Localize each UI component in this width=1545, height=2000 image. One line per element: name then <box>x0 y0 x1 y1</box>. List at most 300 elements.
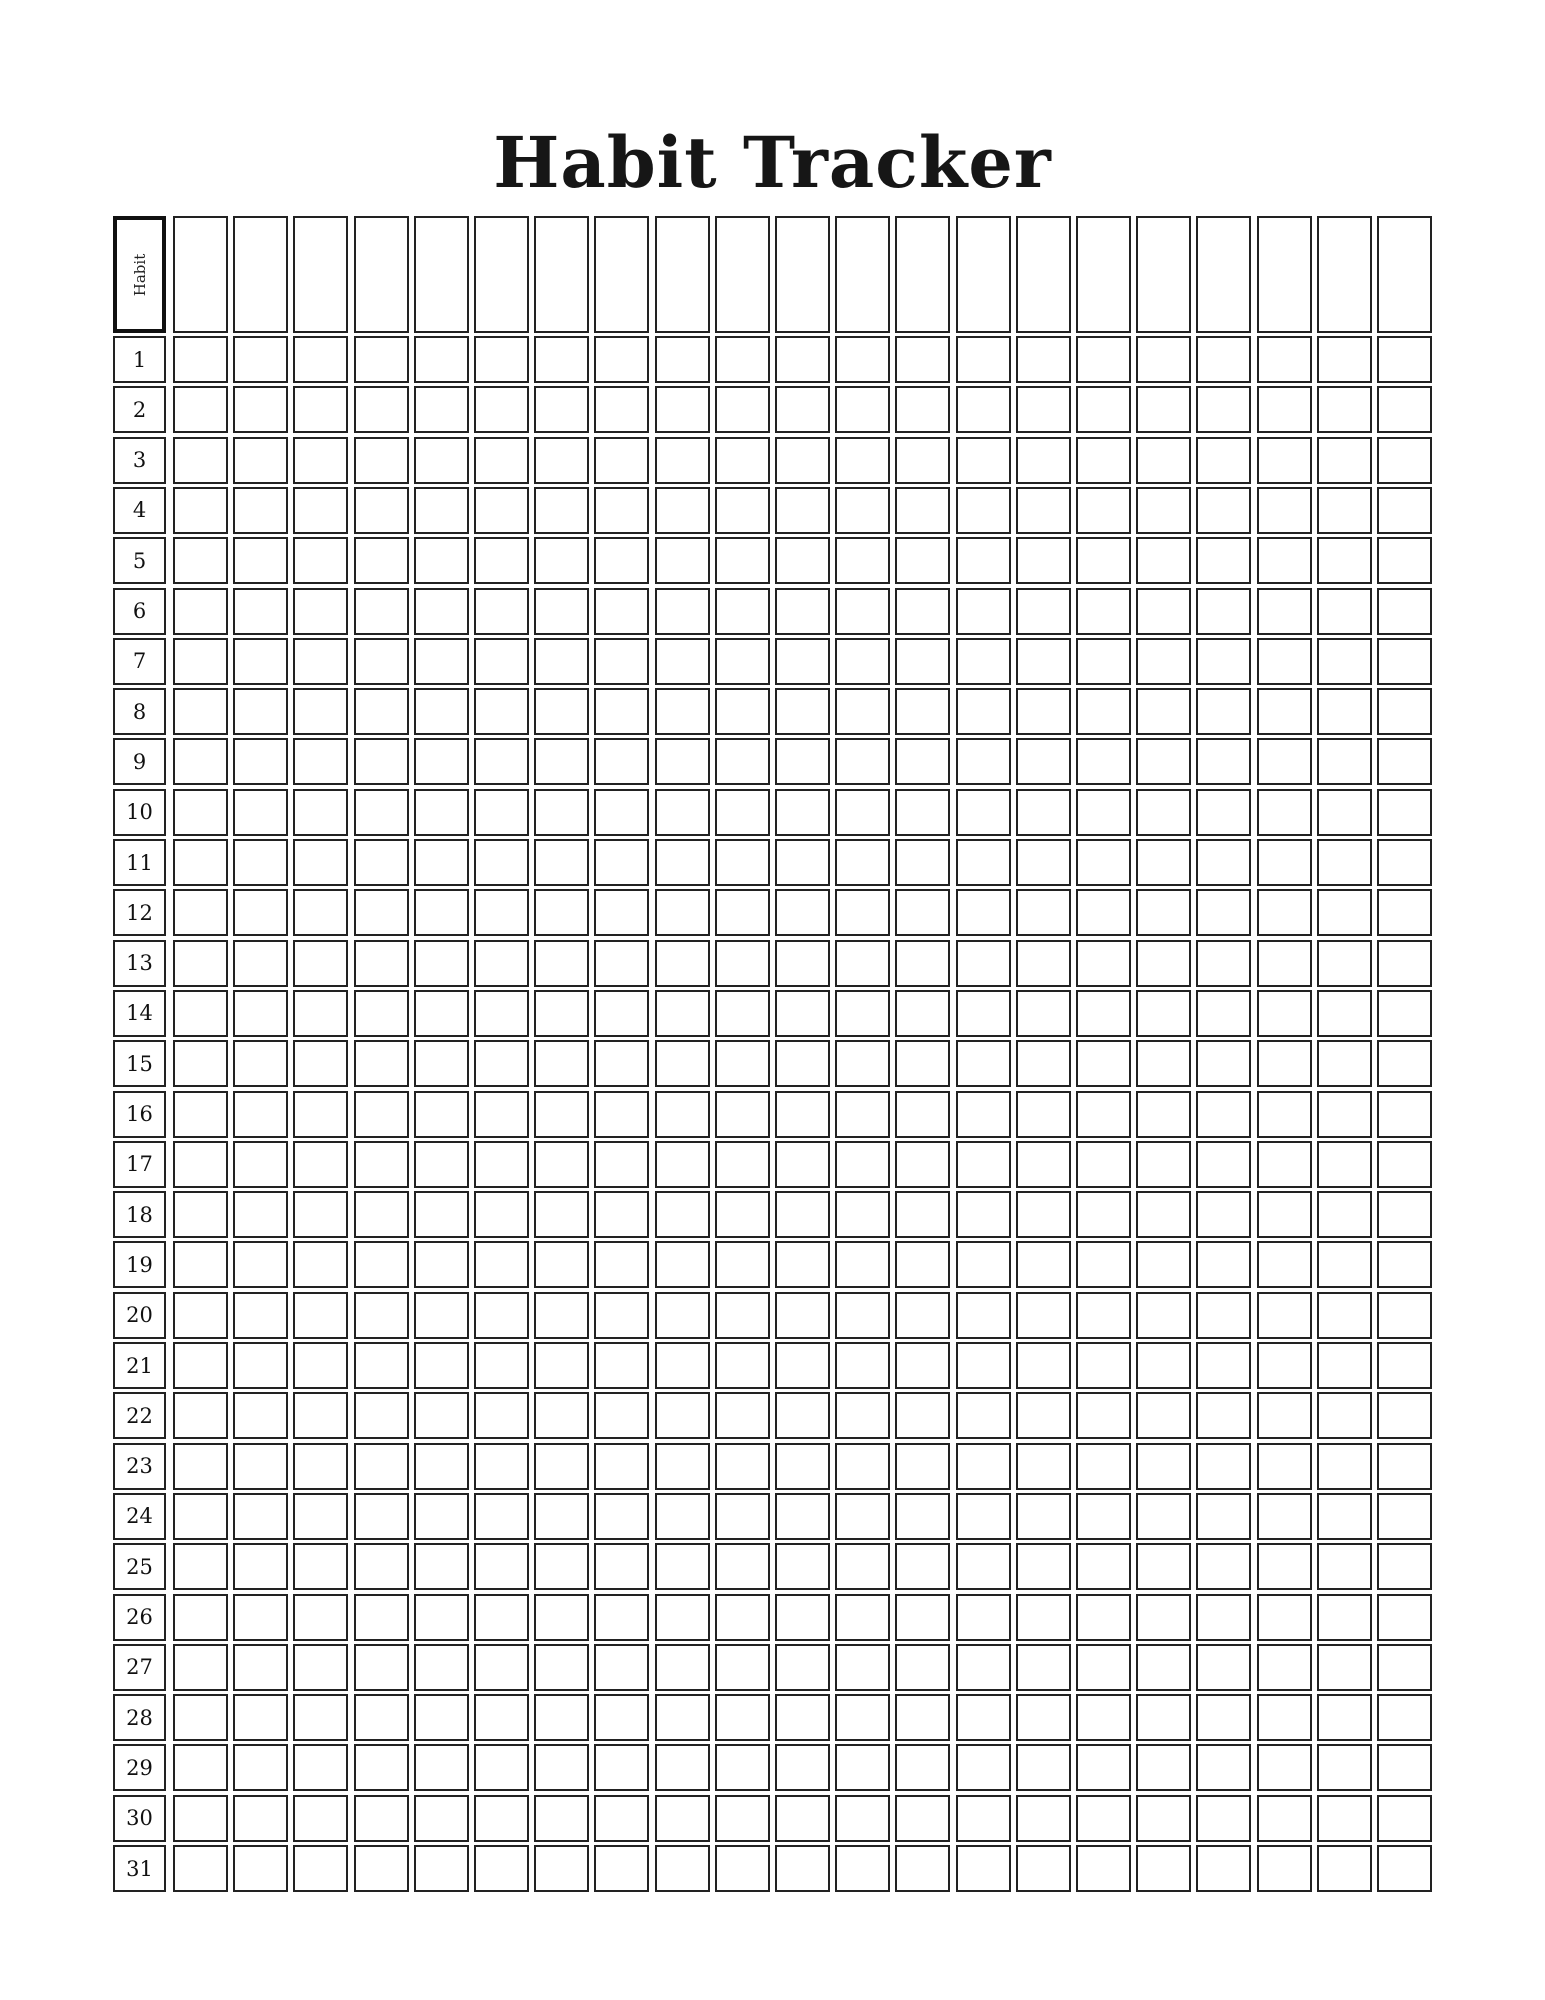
habit-check-box[interactable] <box>1076 386 1131 433</box>
habit-check-box[interactable] <box>956 588 1011 635</box>
habit-check-box[interactable] <box>895 1292 950 1339</box>
habit-check-box[interactable] <box>775 1845 830 1892</box>
habit-check-box[interactable] <box>354 1744 409 1791</box>
habit-check-box[interactable] <box>655 336 710 383</box>
habit-check-box[interactable] <box>474 437 529 484</box>
habit-check-box[interactable] <box>354 1694 409 1741</box>
habit-check-box[interactable] <box>1016 588 1071 635</box>
habit-check-box[interactable] <box>1257 789 1312 836</box>
habit-check-box[interactable] <box>474 1241 529 1288</box>
habit-check-box[interactable] <box>1317 1795 1372 1842</box>
habit-check-box[interactable] <box>1016 1744 1071 1791</box>
habit-check-box[interactable] <box>1377 990 1432 1037</box>
habit-check-box[interactable] <box>414 1845 469 1892</box>
habit-check-box[interactable] <box>1317 990 1372 1037</box>
habit-check-box[interactable] <box>1016 1845 1071 1892</box>
habit-check-box[interactable] <box>1257 537 1312 584</box>
habit-check-box[interactable] <box>594 1191 649 1238</box>
habit-check-box[interactable] <box>1196 738 1251 785</box>
habit-check-box[interactable] <box>835 738 890 785</box>
habit-check-box[interactable] <box>293 437 348 484</box>
habit-check-box[interactable] <box>1257 688 1312 735</box>
habit-check-box[interactable] <box>1257 1694 1312 1741</box>
habit-check-box[interactable] <box>956 1292 1011 1339</box>
habit-check-box[interactable] <box>354 889 409 936</box>
habit-check-box[interactable] <box>474 1694 529 1741</box>
habit-check-box[interactable] <box>835 638 890 685</box>
habit-check-box[interactable] <box>1076 1091 1131 1138</box>
habit-check-box[interactable] <box>956 1443 1011 1490</box>
habit-check-box[interactable] <box>594 1493 649 1540</box>
habit-check-box[interactable] <box>655 839 710 886</box>
habit-check-box[interactable] <box>293 1040 348 1087</box>
habit-check-box[interactable] <box>1196 688 1251 735</box>
habit-check-box[interactable] <box>715 1795 770 1842</box>
habit-check-box[interactable] <box>474 789 529 836</box>
habit-check-box[interactable] <box>1136 1644 1191 1691</box>
habit-check-box[interactable] <box>1257 386 1312 433</box>
habit-check-box[interactable] <box>474 1594 529 1641</box>
habit-name-cell[interactable] <box>895 216 950 333</box>
habit-check-box[interactable] <box>534 588 589 635</box>
habit-check-box[interactable] <box>354 1292 409 1339</box>
habit-check-box[interactable] <box>775 1040 830 1087</box>
habit-name-cell[interactable] <box>775 216 830 333</box>
habit-check-box[interactable] <box>655 738 710 785</box>
habit-check-box[interactable] <box>715 1392 770 1439</box>
habit-check-box[interactable] <box>775 1493 830 1540</box>
habit-check-box[interactable] <box>414 386 469 433</box>
habit-check-box[interactable] <box>1377 588 1432 635</box>
habit-check-box[interactable] <box>956 386 1011 433</box>
habit-check-box[interactable] <box>293 1543 348 1590</box>
habit-check-box[interactable] <box>414 1744 469 1791</box>
habit-check-box[interactable] <box>1377 336 1432 383</box>
habit-check-box[interactable] <box>354 1191 409 1238</box>
habit-check-box[interactable] <box>1136 588 1191 635</box>
habit-check-box[interactable] <box>895 487 950 534</box>
habit-check-box[interactable] <box>594 437 649 484</box>
habit-check-box[interactable] <box>233 638 288 685</box>
habit-check-box[interactable] <box>655 1744 710 1791</box>
habit-check-box[interactable] <box>594 990 649 1037</box>
habit-check-box[interactable] <box>775 588 830 635</box>
habit-check-box[interactable] <box>1136 789 1191 836</box>
habit-check-box[interactable] <box>534 386 589 433</box>
habit-check-box[interactable] <box>1076 1191 1131 1238</box>
habit-check-box[interactable] <box>655 1795 710 1842</box>
habit-check-box[interactable] <box>354 1392 409 1439</box>
habit-check-box[interactable] <box>474 990 529 1037</box>
habit-check-box[interactable] <box>1257 1594 1312 1641</box>
habit-check-box[interactable] <box>414 1141 469 1188</box>
habit-check-box[interactable] <box>173 1493 228 1540</box>
habit-check-box[interactable] <box>414 940 469 987</box>
habit-check-box[interactable] <box>414 1091 469 1138</box>
habit-check-box[interactable] <box>354 940 409 987</box>
habit-check-box[interactable] <box>354 1644 409 1691</box>
habit-name-cell[interactable] <box>1377 216 1432 333</box>
habit-check-box[interactable] <box>534 1443 589 1490</box>
habit-check-box[interactable] <box>173 1744 228 1791</box>
habit-check-box[interactable] <box>895 1493 950 1540</box>
habit-check-box[interactable] <box>233 1845 288 1892</box>
habit-check-box[interactable] <box>895 1141 950 1188</box>
habit-check-box[interactable] <box>1076 738 1131 785</box>
habit-check-box[interactable] <box>1257 839 1312 886</box>
habit-check-box[interactable] <box>775 889 830 936</box>
habit-check-box[interactable] <box>594 1543 649 1590</box>
habit-check-box[interactable] <box>1076 1543 1131 1590</box>
habit-check-box[interactable] <box>173 1040 228 1087</box>
habit-check-box[interactable] <box>354 537 409 584</box>
habit-check-box[interactable] <box>354 386 409 433</box>
habit-check-box[interactable] <box>655 588 710 635</box>
habit-check-box[interactable] <box>173 1342 228 1389</box>
habit-check-box[interactable] <box>534 1493 589 1540</box>
habit-check-box[interactable] <box>1136 1040 1191 1087</box>
habit-check-box[interactable] <box>1196 839 1251 886</box>
habit-check-box[interactable] <box>414 789 469 836</box>
habit-check-box[interactable] <box>775 688 830 735</box>
habit-check-box[interactable] <box>1016 1795 1071 1842</box>
habit-check-box[interactable] <box>1076 1241 1131 1288</box>
habit-check-box[interactable] <box>173 1644 228 1691</box>
habit-check-box[interactable] <box>1016 1342 1071 1389</box>
habit-check-box[interactable] <box>1317 386 1372 433</box>
habit-check-box[interactable] <box>1377 1795 1432 1842</box>
habit-check-box[interactable] <box>1076 688 1131 735</box>
habit-check-box[interactable] <box>835 1594 890 1641</box>
habit-check-box[interactable] <box>775 1392 830 1439</box>
habit-check-box[interactable] <box>715 1040 770 1087</box>
habit-check-box[interactable] <box>1196 940 1251 987</box>
habit-check-box[interactable] <box>1136 1795 1191 1842</box>
habit-check-box[interactable] <box>715 889 770 936</box>
habit-check-box[interactable] <box>233 1694 288 1741</box>
habit-check-box[interactable] <box>293 336 348 383</box>
habit-check-box[interactable] <box>895 588 950 635</box>
habit-check-box[interactable] <box>173 1392 228 1439</box>
habit-check-box[interactable] <box>715 1694 770 1741</box>
habit-check-box[interactable] <box>956 1392 1011 1439</box>
habit-check-box[interactable] <box>233 889 288 936</box>
habit-check-box[interactable] <box>354 336 409 383</box>
habit-check-box[interactable] <box>655 1191 710 1238</box>
habit-check-box[interactable] <box>1016 537 1071 584</box>
habit-check-box[interactable] <box>1317 889 1372 936</box>
habit-check-box[interactable] <box>1016 1191 1071 1238</box>
habit-check-box[interactable] <box>1016 437 1071 484</box>
habit-check-box[interactable] <box>835 1493 890 1540</box>
habit-check-box[interactable] <box>414 889 469 936</box>
habit-check-box[interactable] <box>1317 1744 1372 1791</box>
habit-check-box[interactable] <box>293 1744 348 1791</box>
habit-check-box[interactable] <box>1257 1141 1312 1188</box>
habit-check-box[interactable] <box>594 738 649 785</box>
habit-check-box[interactable] <box>1196 1594 1251 1641</box>
habit-check-box[interactable] <box>1016 789 1071 836</box>
habit-check-box[interactable] <box>293 990 348 1037</box>
habit-check-box[interactable] <box>715 1241 770 1288</box>
habit-check-box[interactable] <box>835 537 890 584</box>
habit-check-box[interactable] <box>414 1241 469 1288</box>
habit-check-box[interactable] <box>835 990 890 1037</box>
habit-check-box[interactable] <box>173 1443 228 1490</box>
habit-check-box[interactable] <box>1257 437 1312 484</box>
habit-check-box[interactable] <box>173 889 228 936</box>
habit-check-box[interactable] <box>655 1141 710 1188</box>
habit-check-box[interactable] <box>354 789 409 836</box>
habit-check-box[interactable] <box>1257 1795 1312 1842</box>
habit-check-box[interactable] <box>895 386 950 433</box>
habit-check-box[interactable] <box>1016 1392 1071 1439</box>
habit-check-box[interactable] <box>956 638 1011 685</box>
habit-check-box[interactable] <box>655 940 710 987</box>
habit-check-box[interactable] <box>1196 1443 1251 1490</box>
habit-name-cell[interactable] <box>354 216 409 333</box>
habit-check-box[interactable] <box>835 1744 890 1791</box>
habit-check-box[interactable] <box>1317 1694 1372 1741</box>
habit-check-box[interactable] <box>414 336 469 383</box>
habit-check-box[interactable] <box>1016 1443 1071 1490</box>
habit-check-box[interactable] <box>835 889 890 936</box>
habit-check-box[interactable] <box>1317 588 1372 635</box>
habit-check-box[interactable] <box>655 688 710 735</box>
habit-check-box[interactable] <box>1196 1141 1251 1188</box>
habit-name-cell[interactable] <box>293 216 348 333</box>
habit-check-box[interactable] <box>474 1292 529 1339</box>
habit-check-box[interactable] <box>173 738 228 785</box>
habit-check-box[interactable] <box>895 940 950 987</box>
habit-check-box[interactable] <box>354 638 409 685</box>
habit-check-box[interactable] <box>173 537 228 584</box>
habit-check-box[interactable] <box>715 537 770 584</box>
habit-check-box[interactable] <box>233 1342 288 1389</box>
habit-check-box[interactable] <box>715 386 770 433</box>
habit-check-box[interactable] <box>1317 1845 1372 1892</box>
habit-check-box[interactable] <box>1317 1543 1372 1590</box>
habit-check-box[interactable] <box>1016 1241 1071 1288</box>
habit-check-box[interactable] <box>1257 940 1312 987</box>
habit-check-box[interactable] <box>534 940 589 987</box>
habit-check-box[interactable] <box>474 537 529 584</box>
habit-check-box[interactable] <box>293 588 348 635</box>
habit-check-box[interactable] <box>655 638 710 685</box>
habit-check-box[interactable] <box>594 1241 649 1288</box>
habit-check-box[interactable] <box>956 1342 1011 1389</box>
habit-check-box[interactable] <box>775 1091 830 1138</box>
habit-check-box[interactable] <box>1317 487 1372 534</box>
habit-check-box[interactable] <box>1076 1292 1131 1339</box>
habit-check-box[interactable] <box>233 1493 288 1540</box>
habit-check-box[interactable] <box>1016 688 1071 735</box>
habit-check-box[interactable] <box>293 537 348 584</box>
habit-check-box[interactable] <box>655 1845 710 1892</box>
habit-check-box[interactable] <box>594 1292 649 1339</box>
habit-check-box[interactable] <box>1016 386 1071 433</box>
habit-check-box[interactable] <box>534 537 589 584</box>
habit-check-box[interactable] <box>655 1342 710 1389</box>
habit-check-box[interactable] <box>1257 638 1312 685</box>
habit-check-box[interactable] <box>1196 789 1251 836</box>
habit-check-box[interactable] <box>655 1443 710 1490</box>
habit-check-box[interactable] <box>534 336 589 383</box>
habit-check-box[interactable] <box>775 1744 830 1791</box>
habit-check-box[interactable] <box>594 1744 649 1791</box>
habit-check-box[interactable] <box>835 1342 890 1389</box>
habit-name-cell[interactable] <box>956 216 1011 333</box>
habit-check-box[interactable] <box>594 588 649 635</box>
habit-check-box[interactable] <box>1257 1392 1312 1439</box>
habit-check-box[interactable] <box>1136 1342 1191 1389</box>
habit-check-box[interactable] <box>835 1443 890 1490</box>
habit-check-box[interactable] <box>715 1443 770 1490</box>
habit-check-box[interactable] <box>534 1392 589 1439</box>
habit-check-box[interactable] <box>1196 1744 1251 1791</box>
habit-check-box[interactable] <box>293 688 348 735</box>
habit-check-box[interactable] <box>594 1342 649 1389</box>
habit-check-box[interactable] <box>293 386 348 433</box>
habit-check-box[interactable] <box>1196 1694 1251 1741</box>
habit-check-box[interactable] <box>1016 487 1071 534</box>
habit-check-box[interactable] <box>1377 789 1432 836</box>
habit-check-box[interactable] <box>293 1392 348 1439</box>
habit-check-box[interactable] <box>835 1795 890 1842</box>
habit-check-box[interactable] <box>1317 789 1372 836</box>
habit-check-box[interactable] <box>1317 1091 1372 1138</box>
habit-check-box[interactable] <box>173 688 228 735</box>
habit-check-box[interactable] <box>1257 1493 1312 1540</box>
habit-check-box[interactable] <box>474 1040 529 1087</box>
habit-check-box[interactable] <box>655 537 710 584</box>
habit-check-box[interactable] <box>956 487 1011 534</box>
habit-check-box[interactable] <box>715 1191 770 1238</box>
habit-check-box[interactable] <box>1317 1493 1372 1540</box>
habit-check-box[interactable] <box>1016 1594 1071 1641</box>
habit-check-box[interactable] <box>715 1845 770 1892</box>
habit-check-box[interactable] <box>775 487 830 534</box>
habit-check-box[interactable] <box>1377 1744 1432 1791</box>
habit-check-box[interactable] <box>534 1241 589 1288</box>
habit-check-box[interactable] <box>895 1543 950 1590</box>
habit-check-box[interactable] <box>1257 1342 1312 1389</box>
habit-check-box[interactable] <box>293 1292 348 1339</box>
habit-check-box[interactable] <box>1016 1141 1071 1188</box>
habit-check-box[interactable] <box>474 336 529 383</box>
habit-check-box[interactable] <box>1196 1644 1251 1691</box>
habit-check-box[interactable] <box>233 839 288 886</box>
habit-check-box[interactable] <box>1377 386 1432 433</box>
habit-check-box[interactable] <box>1076 1594 1131 1641</box>
habit-check-box[interactable] <box>173 1795 228 1842</box>
habit-check-box[interactable] <box>1196 1091 1251 1138</box>
habit-check-box[interactable] <box>293 1091 348 1138</box>
habit-check-box[interactable] <box>474 738 529 785</box>
habit-check-box[interactable] <box>594 537 649 584</box>
habit-check-box[interactable] <box>1317 738 1372 785</box>
habit-check-box[interactable] <box>233 1040 288 1087</box>
habit-check-box[interactable] <box>474 1543 529 1590</box>
habit-check-box[interactable] <box>895 1342 950 1389</box>
habit-name-cell[interactable] <box>655 216 710 333</box>
habit-check-box[interactable] <box>715 487 770 534</box>
habit-check-box[interactable] <box>1257 487 1312 534</box>
habit-check-box[interactable] <box>1016 1493 1071 1540</box>
habit-check-box[interactable] <box>1136 839 1191 886</box>
habit-check-box[interactable] <box>956 1694 1011 1741</box>
habit-check-box[interactable] <box>655 437 710 484</box>
habit-check-box[interactable] <box>655 889 710 936</box>
habit-check-box[interactable] <box>594 638 649 685</box>
habit-name-cell[interactable] <box>1016 216 1071 333</box>
habit-check-box[interactable] <box>895 1694 950 1741</box>
habit-check-box[interactable] <box>655 1543 710 1590</box>
habit-check-box[interactable] <box>293 940 348 987</box>
habit-check-box[interactable] <box>233 789 288 836</box>
habit-check-box[interactable] <box>534 437 589 484</box>
habit-check-box[interactable] <box>354 1040 409 1087</box>
habit-check-box[interactable] <box>414 1040 469 1087</box>
habit-check-box[interactable] <box>1136 638 1191 685</box>
habit-check-box[interactable] <box>233 487 288 534</box>
habit-check-box[interactable] <box>233 1443 288 1490</box>
habit-check-box[interactable] <box>594 1091 649 1138</box>
habit-check-box[interactable] <box>956 437 1011 484</box>
habit-check-box[interactable] <box>1377 1091 1432 1138</box>
habit-check-box[interactable] <box>474 1392 529 1439</box>
habit-check-box[interactable] <box>534 1141 589 1188</box>
habit-check-box[interactable] <box>1136 487 1191 534</box>
habit-check-box[interactable] <box>1196 1342 1251 1389</box>
habit-check-box[interactable] <box>956 1744 1011 1791</box>
habit-check-box[interactable] <box>835 1241 890 1288</box>
habit-check-box[interactable] <box>895 789 950 836</box>
habit-check-box[interactable] <box>1196 1191 1251 1238</box>
habit-check-box[interactable] <box>895 1392 950 1439</box>
habit-name-cell[interactable] <box>233 216 288 333</box>
habit-check-box[interactable] <box>354 437 409 484</box>
habit-check-box[interactable] <box>895 1443 950 1490</box>
habit-check-box[interactable] <box>775 1141 830 1188</box>
habit-check-box[interactable] <box>655 1292 710 1339</box>
habit-check-box[interactable] <box>835 688 890 735</box>
habit-check-box[interactable] <box>173 336 228 383</box>
habit-check-box[interactable] <box>1257 1292 1312 1339</box>
habit-check-box[interactable] <box>1377 889 1432 936</box>
habit-check-box[interactable] <box>594 789 649 836</box>
habit-check-box[interactable] <box>775 1594 830 1641</box>
habit-check-box[interactable] <box>895 1795 950 1842</box>
habit-check-box[interactable] <box>775 638 830 685</box>
habit-check-box[interactable] <box>1257 1845 1312 1892</box>
habit-check-box[interactable] <box>1076 1493 1131 1540</box>
habit-check-box[interactable] <box>1016 1644 1071 1691</box>
habit-check-box[interactable] <box>1196 487 1251 534</box>
habit-check-box[interactable] <box>1016 1091 1071 1138</box>
habit-check-box[interactable] <box>956 1594 1011 1641</box>
habit-check-box[interactable] <box>474 1091 529 1138</box>
habit-check-box[interactable] <box>956 537 1011 584</box>
habit-check-box[interactable] <box>1136 336 1191 383</box>
habit-check-box[interactable] <box>1136 889 1191 936</box>
habit-check-box[interactable] <box>1377 1443 1432 1490</box>
habit-name-cell[interactable] <box>1076 216 1131 333</box>
habit-check-box[interactable] <box>534 688 589 735</box>
habit-check-box[interactable] <box>715 990 770 1037</box>
habit-check-box[interactable] <box>715 1744 770 1791</box>
habit-check-box[interactable] <box>173 839 228 886</box>
